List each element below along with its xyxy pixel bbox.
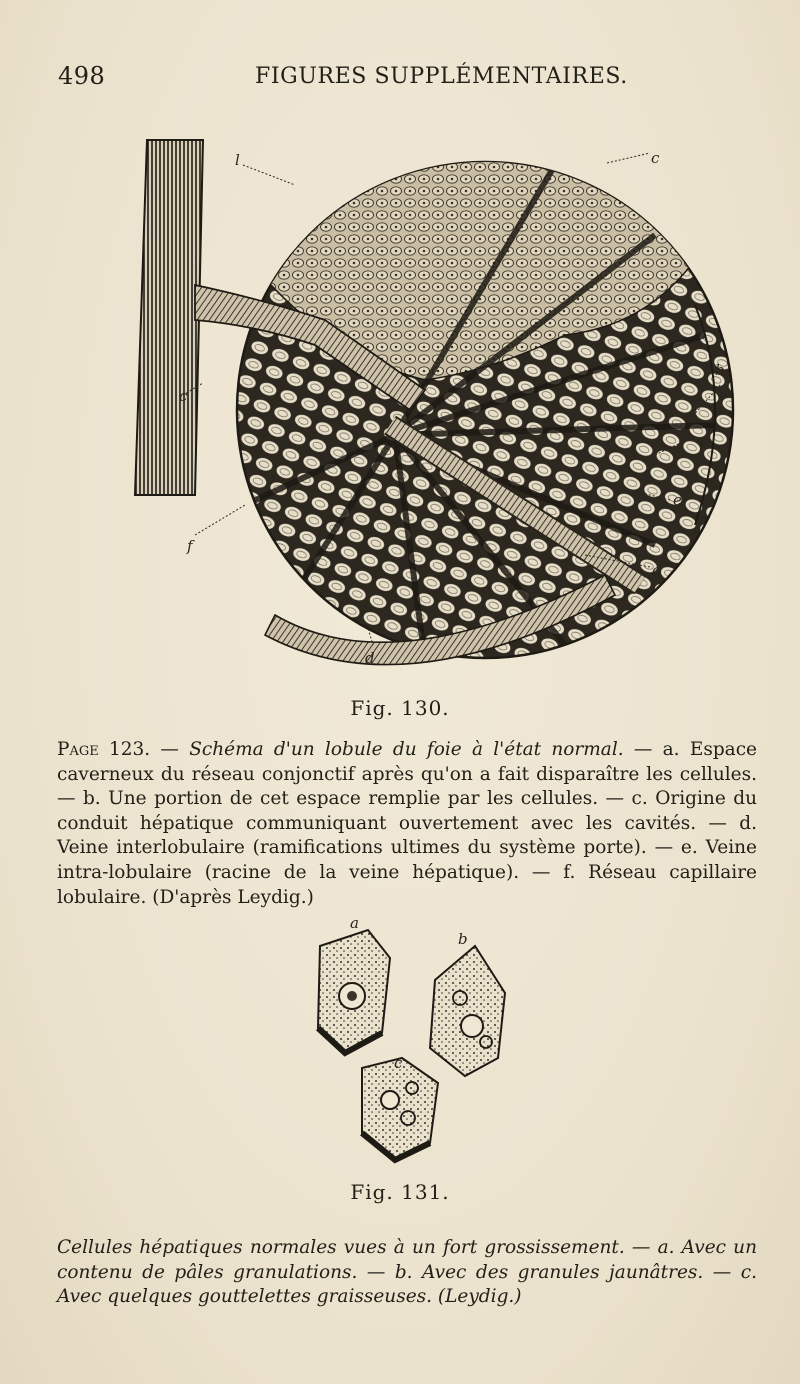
cell-c xyxy=(362,1058,438,1160)
label-d: d xyxy=(365,649,375,667)
label-a: a xyxy=(350,914,359,932)
figure-130-legend-body: — a. Espace caverneux du réseau conjonctif après qu'on a fait disparaître les cellules. — b. Une portion de cet espace remplie par les cellules. — c. Origine du conduit hépatique communiquant ouvertement avec les cavités. — d. Veine interlobulaire (ramifications ultimes du système porte). — e. Veine intra-lobulaire (racine de la veine hépatique). — f. Réseau capillaire lobulaire. (D'après Leydig.) xyxy=(57,739,757,908)
figure-130-legend: Page 123. — Schéma d'un lobule du foie à l'état normal. — a. Espace caverneux du réseau conjonctif après qu'on a fait disparaître les cellules. — b. Une portion de cet espace remplie par les cellules. — c. Origine du conduit hépatique communiquant ouvertement avec les cavités. — d. Veine interlobulaire (ramifications ultimes du système porte). — e. Veine intra-lobulaire (racine de la veine hépatique). — f. Réseau capillaire lobulaire. (D'après Leydig.) xyxy=(57,739,757,908)
label-c: c xyxy=(394,1054,403,1072)
label-c-top: c xyxy=(651,149,660,167)
label-b: b xyxy=(458,930,468,948)
figure-131-legend xyxy=(57,1236,757,1310)
figure-131-legend-text: Cellules hépatiques normales vues à un fort grossissement. — a. Avec un contenu de pâles granulations. — b. Avec des granules jaunâtres. — c. Avec quelques gouttelettes graisseuses. (Leydig.) xyxy=(57,1237,757,1308)
page-number: 498 xyxy=(58,62,106,90)
label-e: e xyxy=(673,491,682,509)
label-f: f xyxy=(187,537,193,555)
figure-130-title: Schéma d'un lobule du foie à l'état normal. xyxy=(189,739,624,760)
label-c-right: c xyxy=(700,433,709,451)
label-b-right: b xyxy=(715,361,725,379)
label-l: l xyxy=(235,151,240,169)
label-a-right: a xyxy=(652,561,661,579)
label-c-left: c xyxy=(179,387,188,405)
page-reference: Page 123. xyxy=(57,739,151,760)
figure-131-caption: Fig. 131. xyxy=(350,1180,450,1204)
cell-a xyxy=(318,930,390,1053)
figure-130-liver-lobule-illustration xyxy=(95,125,725,670)
figure-130-caption: Fig. 130. xyxy=(350,696,450,720)
figure-131-hepatic-cells-illustration xyxy=(290,914,530,1168)
cell-b xyxy=(430,946,505,1076)
running-header: FIGURES SUPPLÉMENTAIRES. xyxy=(255,64,628,89)
